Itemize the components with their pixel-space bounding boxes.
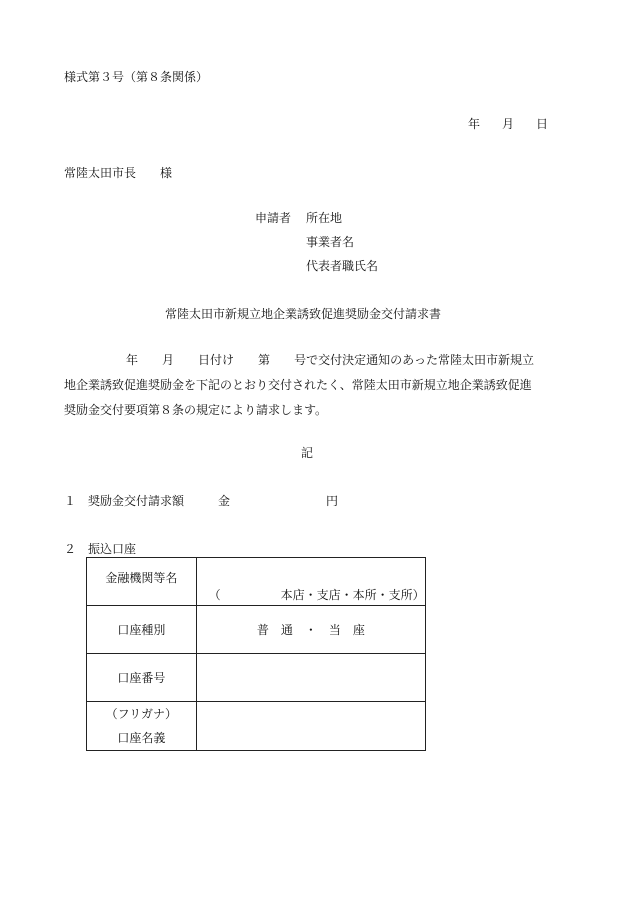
addressee: 常陸太田市長 様 bbox=[64, 166, 173, 180]
bank-name-label bbox=[87, 558, 197, 606]
item1-label: 奨励金交付請求額 bbox=[88, 494, 185, 508]
furigana-label: （フリガナ） bbox=[105, 707, 178, 721]
date-line bbox=[468, 115, 548, 132]
ki-heading: 記 bbox=[301, 446, 314, 460]
account-type-value: 普 通 ・ 当 座 bbox=[196, 606, 425, 654]
document-title: 常陸太田市新規立地企業誘致促進奨励金交付請求書 bbox=[165, 307, 442, 321]
form-number: 様式第３号（第８条関係） bbox=[64, 70, 209, 84]
date-day: 日 bbox=[536, 117, 549, 131]
request-body-text bbox=[64, 348, 560, 423]
item2-number: ２ bbox=[64, 542, 77, 556]
table-row bbox=[87, 558, 426, 606]
item1-prefix: 金 bbox=[218, 494, 231, 508]
body-month: 月 bbox=[162, 353, 175, 367]
body-line-1-rest: 号で交付決定通知のあった常陸太田市新規立 bbox=[294, 353, 534, 367]
item-transfer-account bbox=[64, 540, 136, 557]
applicant-business-name-field: 事業者名 bbox=[306, 235, 355, 249]
account-holder-name-label: 口座名義 bbox=[117, 731, 166, 745]
table-row bbox=[87, 606, 426, 654]
date-year: 年 bbox=[468, 117, 481, 131]
item2-label: 振込口座 bbox=[88, 542, 137, 556]
applicant-representative-field: 代表者職氏名 bbox=[306, 259, 379, 273]
bank-account-table bbox=[86, 557, 426, 751]
item1-unit: 円 bbox=[326, 494, 339, 508]
body-line-1 bbox=[64, 348, 560, 373]
applicant-address-field: 所在地 bbox=[306, 211, 343, 225]
body-number-prefix: 第 bbox=[258, 353, 271, 367]
table-row bbox=[87, 702, 426, 751]
account-holder-label bbox=[87, 702, 197, 751]
body-line-2: 地企業誘致促進奨励金を下記のとおり交付されたく、常陸太田市新規立地企業誘致促進 bbox=[64, 378, 532, 392]
bank-name-value-text: （ 本店・支店・本所・支所） bbox=[208, 588, 425, 602]
item-request-amount bbox=[64, 492, 338, 509]
item1-number: １ bbox=[64, 494, 77, 508]
bank-name-value bbox=[196, 558, 425, 606]
account-number-value bbox=[196, 654, 425, 702]
date-month: 月 bbox=[502, 117, 515, 131]
applicant-label: 申請者 bbox=[255, 211, 292, 225]
account-type-label: 口座種別 bbox=[87, 606, 197, 654]
account-number-label: 口座番号 bbox=[87, 654, 197, 702]
table-row bbox=[87, 654, 426, 702]
body-year: 年 bbox=[126, 353, 139, 367]
body-date-suffix: 日付け bbox=[198, 353, 235, 367]
bank-name-label-text: 金融機関等名 bbox=[105, 571, 178, 585]
body-line-3: 奨励金交付要項第８条の規定により請求します。 bbox=[64, 403, 328, 417]
account-holder-value bbox=[196, 702, 425, 751]
